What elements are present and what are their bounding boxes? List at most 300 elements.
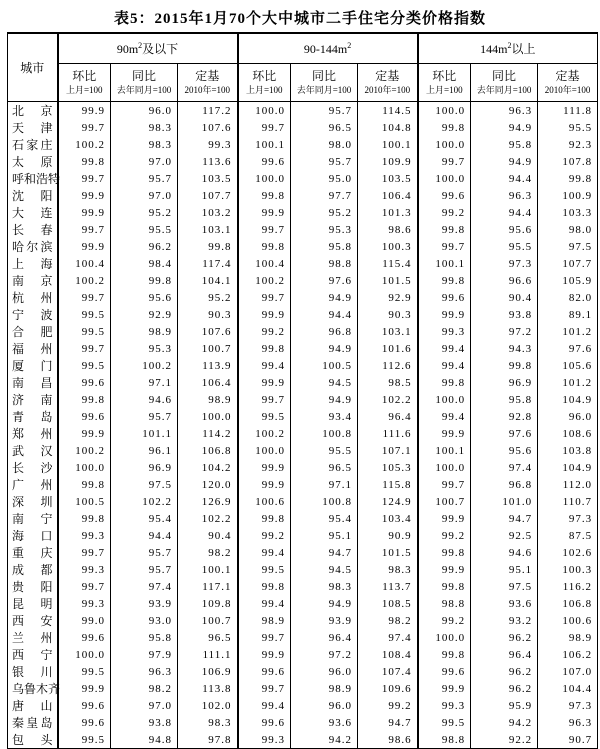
city-column-header: 城市 — [8, 33, 58, 102]
index-value: 100.2 — [238, 272, 291, 289]
index-value: 98.4 — [111, 255, 178, 272]
group-label-text: 以上 — [511, 42, 536, 56]
city-name: 太 原 — [8, 153, 58, 170]
index-value: 100.0 — [418, 391, 471, 408]
index-value: 111.8 — [563, 104, 593, 117]
index-value: 98.3 — [111, 119, 178, 136]
index-value: 96.8 — [291, 323, 358, 340]
index-value: 96.2 — [471, 629, 538, 646]
index-value: 99.7 — [418, 476, 471, 493]
table-row — [8, 595, 598, 612]
index-value: 95.7 — [111, 544, 178, 561]
index-value: 99.9 — [418, 425, 471, 442]
table-row — [8, 510, 598, 527]
table-row — [8, 170, 598, 187]
city-name: 沈 阳 — [8, 187, 58, 204]
table-row — [8, 255, 598, 272]
index-value: 95.0 — [291, 170, 358, 187]
index-value: 99.9 — [238, 646, 291, 663]
index-value: 96.3 — [471, 102, 538, 120]
index-value: 97.4 — [358, 629, 418, 646]
index-value: 98.0 — [568, 223, 593, 236]
index-value: 104.8 — [358, 119, 418, 136]
index-value: 99.8 — [238, 340, 291, 357]
index-value: 99.8 — [178, 238, 238, 255]
table-row — [8, 136, 598, 153]
index-value: 101.0 — [471, 493, 538, 510]
index-value: 95.1 — [471, 561, 538, 578]
city-name: 南 京 — [8, 272, 58, 289]
index-value: 95.9 — [471, 697, 538, 714]
index-value: 95.1 — [291, 527, 358, 544]
index-value: 94.7 — [291, 544, 358, 561]
index-value: 105.3 — [358, 459, 418, 476]
table-row — [8, 476, 598, 493]
subheader-mom-g1: 环比 上月=100 — [58, 64, 111, 102]
index-value: 96.6 — [471, 272, 538, 289]
index-value: 90.9 — [358, 527, 418, 544]
index-value: 106.2 — [562, 648, 593, 661]
index-value: 97.3 — [568, 699, 593, 712]
index-value: 98.3 — [111, 136, 178, 153]
index-value: 95.2 — [111, 204, 178, 221]
index-value: 92.3 — [568, 138, 593, 151]
index-value: 99.5 — [58, 323, 111, 340]
city-name: 济 南 — [8, 391, 58, 408]
index-value: 94.2 — [471, 714, 538, 731]
index-value: 97.4 — [471, 459, 538, 476]
index-value: 108.6 — [562, 427, 593, 440]
index-value: 94.9 — [291, 289, 358, 306]
index-value: 99.4 — [238, 544, 291, 561]
index-value: 99.3 — [58, 527, 111, 544]
index-value: 90.4 — [471, 289, 538, 306]
table-row — [8, 527, 598, 544]
city-name: 杭 州 — [8, 289, 58, 306]
index-value: 95.8 — [471, 391, 538, 408]
index-value: 99.8 — [238, 510, 291, 527]
table-row — [8, 697, 598, 714]
index-value: 94.4 — [291, 306, 358, 323]
city-name: 合 肥 — [8, 323, 58, 340]
index-value: 100.0 — [238, 442, 291, 459]
index-value: 112.6 — [358, 357, 418, 374]
index-value: 99.8 — [471, 357, 538, 374]
index-value: 100.4 — [58, 255, 111, 272]
index-value: 97.5 — [111, 476, 178, 493]
index-value: 99.8 — [58, 476, 111, 493]
index-value: 98.2 — [178, 544, 238, 561]
index-value: 99.0 — [58, 612, 111, 629]
index-value: 100.0 — [418, 629, 471, 646]
index-value: 98.9 — [568, 631, 593, 644]
table-row — [8, 102, 598, 120]
index-value: 92.9 — [111, 306, 178, 323]
table-row — [8, 459, 598, 476]
index-value: 94.9 — [291, 391, 358, 408]
index-value: 99.3 — [238, 731, 291, 749]
index-value: 99.8 — [418, 646, 471, 663]
index-value: 100.7 — [178, 612, 238, 629]
table-row — [8, 289, 598, 306]
index-value: 99.4 — [238, 595, 291, 612]
index-value: 99.3 — [418, 323, 471, 340]
index-value: 99.9 — [418, 510, 471, 527]
index-value: 100.0 — [418, 170, 471, 187]
index-value: 99.8 — [238, 187, 291, 204]
index-value: 107.7 — [178, 187, 238, 204]
index-value: 95.7 — [291, 153, 358, 170]
index-value: 107.8 — [562, 155, 593, 168]
index-value: 115.4 — [358, 255, 418, 272]
index-value: 98.0 — [291, 136, 358, 153]
index-value: 99.9 — [418, 561, 471, 578]
index-value: 98.8 — [291, 255, 358, 272]
index-value: 99.9 — [238, 459, 291, 476]
index-value: 95.7 — [111, 561, 178, 578]
index-value: 98.2 — [111, 680, 178, 697]
index-value: 99.5 — [418, 714, 471, 731]
index-value: 100.4 — [238, 255, 291, 272]
index-value: 93.2 — [471, 612, 538, 629]
index-value: 102.2 — [178, 510, 238, 527]
index-value: 95.2 — [291, 204, 358, 221]
index-value: 100.2 — [238, 425, 291, 442]
index-value: 107.7 — [562, 257, 593, 270]
group-header-144-and-above — [418, 33, 598, 64]
index-value: 113.8 — [178, 680, 238, 697]
index-value: 115.8 — [358, 476, 418, 493]
index-value: 100.7 — [178, 340, 238, 357]
index-value: 95.5 — [291, 442, 358, 459]
city-name: 北 京 — [8, 102, 58, 120]
table-row — [8, 442, 598, 459]
index-value: 96.4 — [471, 646, 538, 663]
city-name: 南 宁 — [8, 510, 58, 527]
index-value: 111.6 — [358, 425, 418, 442]
index-value: 99.7 — [58, 221, 111, 238]
city-name: 石 家 庄 — [8, 136, 58, 153]
index-value: 99.9 — [58, 102, 111, 120]
city-name: 青 岛 — [8, 408, 58, 425]
city-name: 呼 和 浩 特 — [8, 170, 58, 187]
index-value: 95.5 — [568, 121, 593, 134]
group-header-90-to-144 — [238, 33, 418, 64]
index-value: 103.5 — [178, 170, 238, 187]
index-value: 99.8 — [418, 221, 471, 238]
index-value: 94.9 — [291, 340, 358, 357]
index-value: 100.0 — [178, 408, 238, 425]
table-title: 表5：2015年1月70个大中城市二手住宅分类价格指数 — [113, 11, 486, 27]
index-value: 97.4 — [111, 578, 178, 595]
city-name: 秦 皇 岛 — [8, 714, 58, 731]
index-value: 96.0 — [291, 663, 358, 680]
table-row — [8, 561, 598, 578]
city-name: 上 海 — [8, 255, 58, 272]
index-value: 100.3 — [562, 563, 593, 576]
index-value: 99.4 — [418, 408, 471, 425]
index-value: 99.3 — [58, 595, 111, 612]
index-value: 99.4 — [238, 697, 291, 714]
index-value: 96.1 — [111, 442, 178, 459]
index-value: 96.5 — [291, 459, 358, 476]
index-value: 100.8 — [291, 493, 358, 510]
index-value: 99.6 — [58, 629, 111, 646]
index-value: 100.6 — [238, 493, 291, 510]
index-value: 109.8 — [178, 595, 238, 612]
subheader-base-g1: 定基 2010年=100 — [178, 64, 238, 102]
index-value: 94.9 — [471, 119, 538, 136]
index-value: 106.9 — [178, 663, 238, 680]
subheader-yoy-g1: 同比 去年同月=100 — [111, 64, 178, 102]
index-value: 100.0 — [58, 459, 111, 476]
index-value: 99.7 — [58, 544, 111, 561]
index-value: 96.3 — [471, 187, 538, 204]
index-value: 101.5 — [358, 544, 418, 561]
table-row — [8, 204, 598, 221]
index-value: 98.8 — [418, 595, 471, 612]
index-value: 107.6 — [178, 323, 238, 340]
city-name: 成 都 — [8, 561, 58, 578]
index-value: 96.4 — [291, 629, 358, 646]
index-value: 96.2 — [111, 238, 178, 255]
table-row — [8, 153, 598, 170]
city-name: 银 川 — [8, 663, 58, 680]
table-row — [8, 425, 598, 442]
index-value: 92.5 — [471, 527, 538, 544]
index-value: 99.2 — [358, 697, 418, 714]
index-value: 87.5 — [568, 529, 593, 542]
index-value: 100.7 — [418, 493, 471, 510]
index-value: 102.2 — [358, 391, 418, 408]
table-row — [8, 238, 598, 255]
table-row — [8, 714, 598, 731]
index-value: 99.9 — [238, 476, 291, 493]
index-value: 95.3 — [111, 340, 178, 357]
index-value: 99.2 — [418, 612, 471, 629]
group-label-text: 144m — [480, 42, 508, 56]
index-value: 96.2 — [471, 680, 538, 697]
index-value: 99.8 — [418, 544, 471, 561]
group-label-superscript: 2 — [138, 41, 143, 50]
index-value: 99.8 — [238, 238, 291, 255]
index-value: 93.9 — [111, 595, 178, 612]
index-value: 93.0 — [111, 612, 178, 629]
index-value: 98.5 — [358, 374, 418, 391]
index-value: 100.0 — [418, 102, 471, 120]
index-value: 99.8 — [568, 172, 593, 185]
index-value: 106.8 — [562, 597, 593, 610]
index-value: 103.8 — [562, 444, 593, 457]
index-value: 99.9 — [418, 680, 471, 697]
index-value: 93.4 — [291, 408, 358, 425]
index-value: 99.7 — [418, 238, 471, 255]
index-value: 94.9 — [471, 153, 538, 170]
index-value: 99.8 — [418, 578, 471, 595]
index-value: 96.3 — [568, 716, 593, 729]
group-label-superscript: 2 — [347, 40, 352, 50]
index-value: 99.7 — [238, 119, 291, 136]
index-value: 93.6 — [291, 714, 358, 731]
index-value: 98.8 — [418, 731, 471, 749]
index-value: 98.3 — [358, 561, 418, 578]
index-value: 92.9 — [358, 289, 418, 306]
index-value: 90.3 — [178, 306, 238, 323]
index-value: 94.7 — [471, 510, 538, 527]
index-value: 103.3 — [562, 206, 593, 219]
index-value: 95.4 — [291, 510, 358, 527]
index-value: 99.7 — [238, 391, 291, 408]
index-value: 99.7 — [58, 340, 111, 357]
index-value: 97.0 — [111, 697, 178, 714]
index-value: 97.9 — [111, 646, 178, 663]
index-value: 99.6 — [58, 714, 111, 731]
index-value: 101.3 — [358, 204, 418, 221]
index-value: 103.1 — [178, 221, 238, 238]
index-value: 99.4 — [238, 357, 291, 374]
index-value: 99.9 — [238, 306, 291, 323]
index-value: 99.7 — [238, 629, 291, 646]
city-name: 大 连 — [8, 204, 58, 221]
index-value: 97.6 — [291, 272, 358, 289]
index-value: 101.6 — [358, 340, 418, 357]
index-value: 99.7 — [238, 289, 291, 306]
index-value: 99.9 — [238, 204, 291, 221]
index-value: 99.4 — [418, 340, 471, 357]
index-value: 96.9 — [471, 374, 538, 391]
index-value: 95.2 — [178, 289, 238, 306]
index-value: 99.5 — [58, 357, 111, 374]
index-value: 92.8 — [471, 408, 538, 425]
table-header — [8, 33, 598, 102]
index-value: 95.7 — [291, 102, 358, 120]
index-value: 98.9 — [111, 323, 178, 340]
index-value: 97.5 — [471, 578, 538, 595]
index-value: 107.0 — [562, 665, 593, 678]
index-value: 94.4 — [471, 204, 538, 221]
index-value: 99.6 — [58, 374, 111, 391]
index-value: 98.3 — [291, 578, 358, 595]
index-value: 100.2 — [58, 442, 111, 459]
index-value: 94.7 — [358, 714, 418, 731]
index-value: 98.9 — [238, 612, 291, 629]
table-row — [8, 272, 598, 289]
table-row — [8, 578, 598, 595]
index-value: 112.0 — [562, 478, 593, 491]
table-row — [8, 391, 598, 408]
index-value: 98.2 — [358, 612, 418, 629]
index-value: 99.9 — [58, 425, 111, 442]
group-label-superscript: 2 — [507, 41, 512, 50]
index-value: 106.4 — [358, 187, 418, 204]
index-value: 96.0 — [111, 102, 178, 120]
table-row — [8, 119, 598, 136]
index-value: 120.0 — [178, 476, 238, 493]
index-value: 98.9 — [178, 391, 238, 408]
city-name: 重 庆 — [8, 544, 58, 561]
index-value: 109.6 — [358, 680, 418, 697]
index-value: 99.8 — [238, 578, 291, 595]
index-value: 99.7 — [418, 153, 471, 170]
index-value: 126.9 — [178, 493, 238, 510]
index-value: 99.3 — [178, 136, 238, 153]
index-value: 100.1 — [238, 136, 291, 153]
table-row — [8, 663, 598, 680]
index-value: 99.5 — [58, 731, 111, 749]
table-row — [8, 340, 598, 357]
index-value: 97.8 — [178, 731, 238, 749]
index-value: 99.6 — [238, 663, 291, 680]
index-value: 98.3 — [178, 714, 238, 731]
index-value: 113.9 — [178, 357, 238, 374]
subheader-mom-g3: 环比 上月=100 — [418, 64, 471, 102]
index-value: 90.4 — [178, 527, 238, 544]
index-value: 101.2 — [562, 325, 593, 338]
index-value: 99.8 — [58, 153, 111, 170]
city-name: 天 津 — [8, 119, 58, 136]
subheader-yoy-g2: 同比 去年同月=100 — [291, 64, 358, 102]
index-value: 97.2 — [471, 323, 538, 340]
table-row — [8, 187, 598, 204]
city-name: 郑 州 — [8, 425, 58, 442]
index-value: 96.4 — [358, 408, 418, 425]
index-value: 107.1 — [358, 442, 418, 459]
index-value: 110.7 — [562, 495, 593, 508]
index-value: 96.2 — [471, 663, 538, 680]
index-value: 97.6 — [471, 425, 538, 442]
city-name: 哈 尔 滨 — [8, 238, 58, 255]
index-value: 99.9 — [58, 680, 111, 697]
index-value: 113.6 — [178, 153, 238, 170]
index-value: 124.9 — [358, 493, 418, 510]
index-value: 99.7 — [238, 680, 291, 697]
index-value: 107.6 — [178, 119, 238, 136]
index-value: 99.9 — [238, 374, 291, 391]
index-value: 97.0 — [111, 187, 178, 204]
city-name: 长 沙 — [8, 459, 58, 476]
index-value: 99.3 — [58, 561, 111, 578]
index-value: 93.6 — [471, 595, 538, 612]
index-value: 96.8 — [471, 476, 538, 493]
index-value: 100.9 — [562, 189, 593, 202]
index-value: 104.9 — [562, 461, 593, 474]
index-value: 99.9 — [418, 306, 471, 323]
index-value: 102.2 — [111, 493, 178, 510]
index-value: 96.5 — [178, 629, 238, 646]
index-value: 96.5 — [291, 119, 358, 136]
index-value: 99.5 — [238, 561, 291, 578]
index-value: 97.1 — [291, 476, 358, 493]
index-value: 94.6 — [471, 544, 538, 561]
index-value: 95.5 — [111, 221, 178, 238]
index-value: 94.4 — [471, 170, 538, 187]
index-value: 99.7 — [58, 289, 111, 306]
index-value: 95.6 — [471, 442, 538, 459]
group-label-text: 及以下 — [142, 42, 179, 56]
index-value: 103.2 — [178, 204, 238, 221]
index-value: 94.9 — [291, 595, 358, 612]
subheader-base-g3: 定基 2010年=100 — [538, 64, 598, 102]
city-name: 西 宁 — [8, 646, 58, 663]
index-value: 100.0 — [418, 459, 471, 476]
subheader-mom-g2: 环比 上月=100 — [238, 64, 291, 102]
city-name: 深 圳 — [8, 493, 58, 510]
index-value: 105.9 — [562, 274, 593, 287]
index-value: 95.8 — [111, 629, 178, 646]
index-value: 106.8 — [178, 442, 238, 459]
index-value: 95.6 — [111, 289, 178, 306]
index-value: 99.5 — [58, 663, 111, 680]
